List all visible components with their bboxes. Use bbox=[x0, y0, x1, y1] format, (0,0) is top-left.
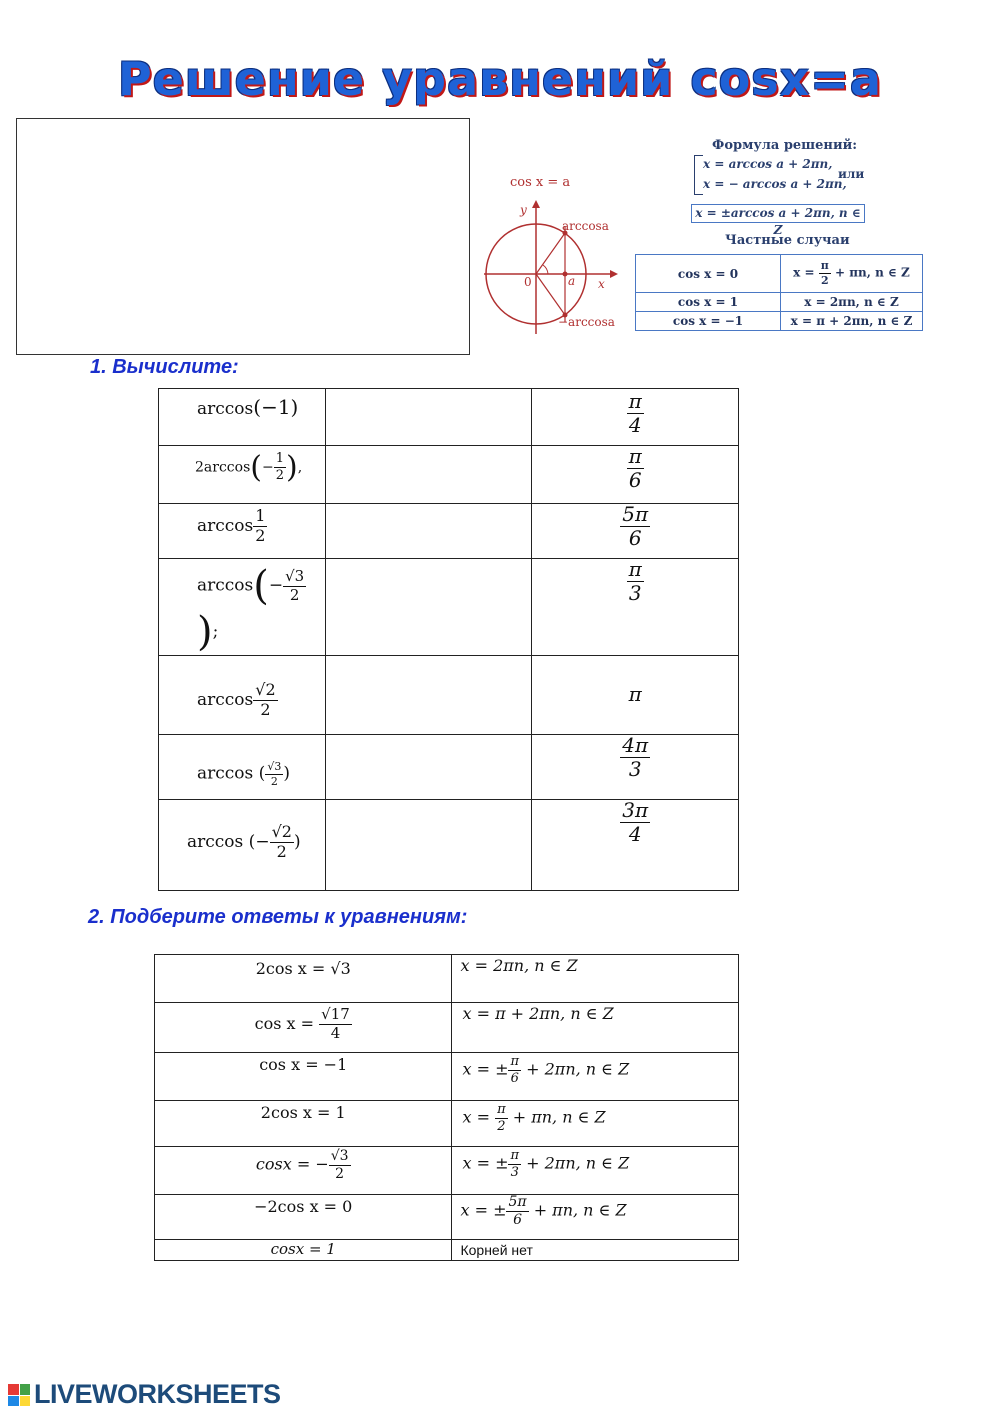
equation-cell: cos x = −1 bbox=[155, 1053, 452, 1101]
table-row bbox=[155, 1147, 739, 1195]
answer-option[interactable]: π bbox=[532, 656, 739, 735]
answer-option[interactable]: x = ± $\frac{5\pi}{6}$ + πn, n ∈ Z bbox=[452, 1195, 739, 1240]
expr-cell: arccos $\frac{1}{2}$ bbox=[159, 504, 326, 559]
answer-option[interactable]: x = ± $\frac{\pi}{3}$ + 2πn, n ∈ Z bbox=[452, 1147, 739, 1195]
equation-cell: 2cos x = √3 bbox=[155, 955, 452, 1003]
answer-option[interactable]: $\frac{\pi}{3}$ bbox=[532, 559, 739, 656]
table-row bbox=[159, 559, 739, 656]
formula-heading: Формула решений: bbox=[712, 138, 858, 153]
x-axis-label: x bbox=[598, 277, 605, 291]
answer-option[interactable]: x = $\frac{\pi}{2}$ + πn, n ∈ Z bbox=[452, 1101, 739, 1147]
formula-line2: x = − arccos a + 2πn, bbox=[703, 177, 847, 191]
answer-option[interactable]: Корней нет bbox=[452, 1240, 739, 1261]
answer-option[interactable]: x = ± $\frac{\pi}{6}$ + 2πn, n ∈ Z bbox=[452, 1053, 739, 1101]
section2-heading: 2. Подберите ответы к уравнениям: bbox=[88, 906, 468, 928]
system-brace bbox=[694, 155, 703, 195]
special-row bbox=[636, 255, 923, 293]
equation-cell: cos x = $\frac{√17}{4}$ bbox=[155, 1003, 452, 1053]
match-table bbox=[154, 954, 739, 1261]
section1-heading: 1. Вычислите: bbox=[90, 356, 239, 378]
equation-cell: −2cos x = 0 bbox=[155, 1195, 452, 1240]
answer-input[interactable] bbox=[325, 800, 531, 891]
special-sol: x = π + 2πn, n ∈ Z bbox=[781, 312, 923, 331]
answer-input[interactable] bbox=[325, 504, 531, 559]
special-eq: cos x = 1 bbox=[636, 293, 781, 312]
answer-option[interactable]: $\frac{4\pi}{3}$ bbox=[532, 735, 739, 800]
arccos-top-label: arccosa bbox=[562, 219, 609, 233]
special-sol: x = 2πn, n ∈ Z bbox=[781, 293, 923, 312]
radius-top bbox=[536, 233, 565, 274]
special-heading: Частные случаи bbox=[725, 233, 850, 248]
equation-cell: cosx = − $\frac{√3}{2}$ bbox=[155, 1147, 452, 1195]
diagram-eq-label: cos x = a bbox=[510, 175, 571, 190]
special-eq: cos x = −1 bbox=[636, 312, 781, 331]
special-eq: cos x = 0 bbox=[636, 255, 781, 293]
special-row bbox=[636, 293, 923, 312]
y-axis-label: y bbox=[520, 203, 527, 217]
point-a bbox=[563, 272, 568, 277]
equation-cell: cosx = 1 bbox=[155, 1240, 452, 1261]
table-row bbox=[155, 1101, 739, 1147]
expr-cell: arccos(− $\frac{√3}{2}$ ); bbox=[159, 559, 326, 656]
answer-option[interactable]: $\frac{\pi}{4}$ bbox=[532, 389, 739, 446]
special-row bbox=[636, 312, 923, 331]
answer-box[interactable] bbox=[16, 118, 470, 355]
answer-option[interactable]: $\frac{5\pi}{6}$ bbox=[532, 504, 739, 559]
table-row bbox=[159, 800, 739, 891]
page-title: Решение уравнений cosx=a bbox=[118, 52, 882, 106]
answer-input[interactable] bbox=[325, 446, 531, 504]
table-row bbox=[159, 446, 739, 504]
special-sol: x = $\frac{\pi}{2}$ + πn, n ∈ Z bbox=[781, 255, 923, 293]
equation-cell: 2cos x = 1 bbox=[155, 1101, 452, 1147]
angle-arc bbox=[543, 265, 548, 274]
table-row bbox=[159, 735, 739, 800]
table-row bbox=[155, 955, 739, 1003]
origin-label: 0 bbox=[524, 275, 532, 289]
y-axis-arrow bbox=[532, 200, 540, 208]
expr-cell: arccos ( $\frac{√3}{2}$ ) bbox=[159, 735, 326, 800]
expr-cell: arccos $\frac{√2}{2}$ bbox=[159, 656, 326, 735]
table-row bbox=[155, 1240, 739, 1261]
table-row bbox=[155, 1053, 739, 1101]
table-row bbox=[159, 656, 739, 735]
table-row bbox=[155, 1195, 739, 1240]
answer-option[interactable]: $\frac{3\pi}{4}$ bbox=[532, 800, 739, 891]
table-row bbox=[159, 389, 739, 446]
table-row bbox=[159, 504, 739, 559]
answer-option[interactable]: x = 2πn, n ∈ Z bbox=[452, 955, 739, 1003]
liveworksheets-logo-icon bbox=[8, 1384, 30, 1406]
answer-input[interactable] bbox=[325, 735, 531, 800]
formula-line1: x = arccos a + 2πn, bbox=[703, 157, 833, 171]
answer-option[interactable]: $\frac{\pi}{6}$ bbox=[532, 446, 739, 504]
answer-input[interactable] bbox=[325, 389, 531, 446]
expr-cell: arccos(−1) bbox=[159, 389, 326, 446]
answer-input[interactable] bbox=[325, 559, 531, 656]
answer-input[interactable] bbox=[325, 656, 531, 735]
radius-bottom bbox=[536, 274, 565, 315]
formula-or: или bbox=[838, 167, 865, 181]
expr-cell: arccos (− $\frac{√2}{2}$ ) bbox=[159, 800, 326, 891]
expr-cell: 2arccos(− $\frac{1}{2}$ ), bbox=[159, 446, 326, 504]
x-axis-arrow bbox=[610, 270, 618, 278]
table-row bbox=[155, 1003, 739, 1053]
special-cases-table bbox=[635, 254, 923, 331]
arccos-bottom-label: −arccosa bbox=[558, 315, 615, 329]
footer-brand: LIVEWORKSHEETS bbox=[34, 1379, 281, 1409]
unit-circle-diagram bbox=[476, 170, 636, 340]
compute-table bbox=[158, 388, 739, 891]
answer-option[interactable]: x = π + 2πn, n ∈ Z bbox=[452, 1003, 739, 1053]
a-label: a bbox=[568, 274, 576, 288]
formula-combined: x = ±arccos a + 2πn, n ∈ Z bbox=[691, 204, 865, 223]
